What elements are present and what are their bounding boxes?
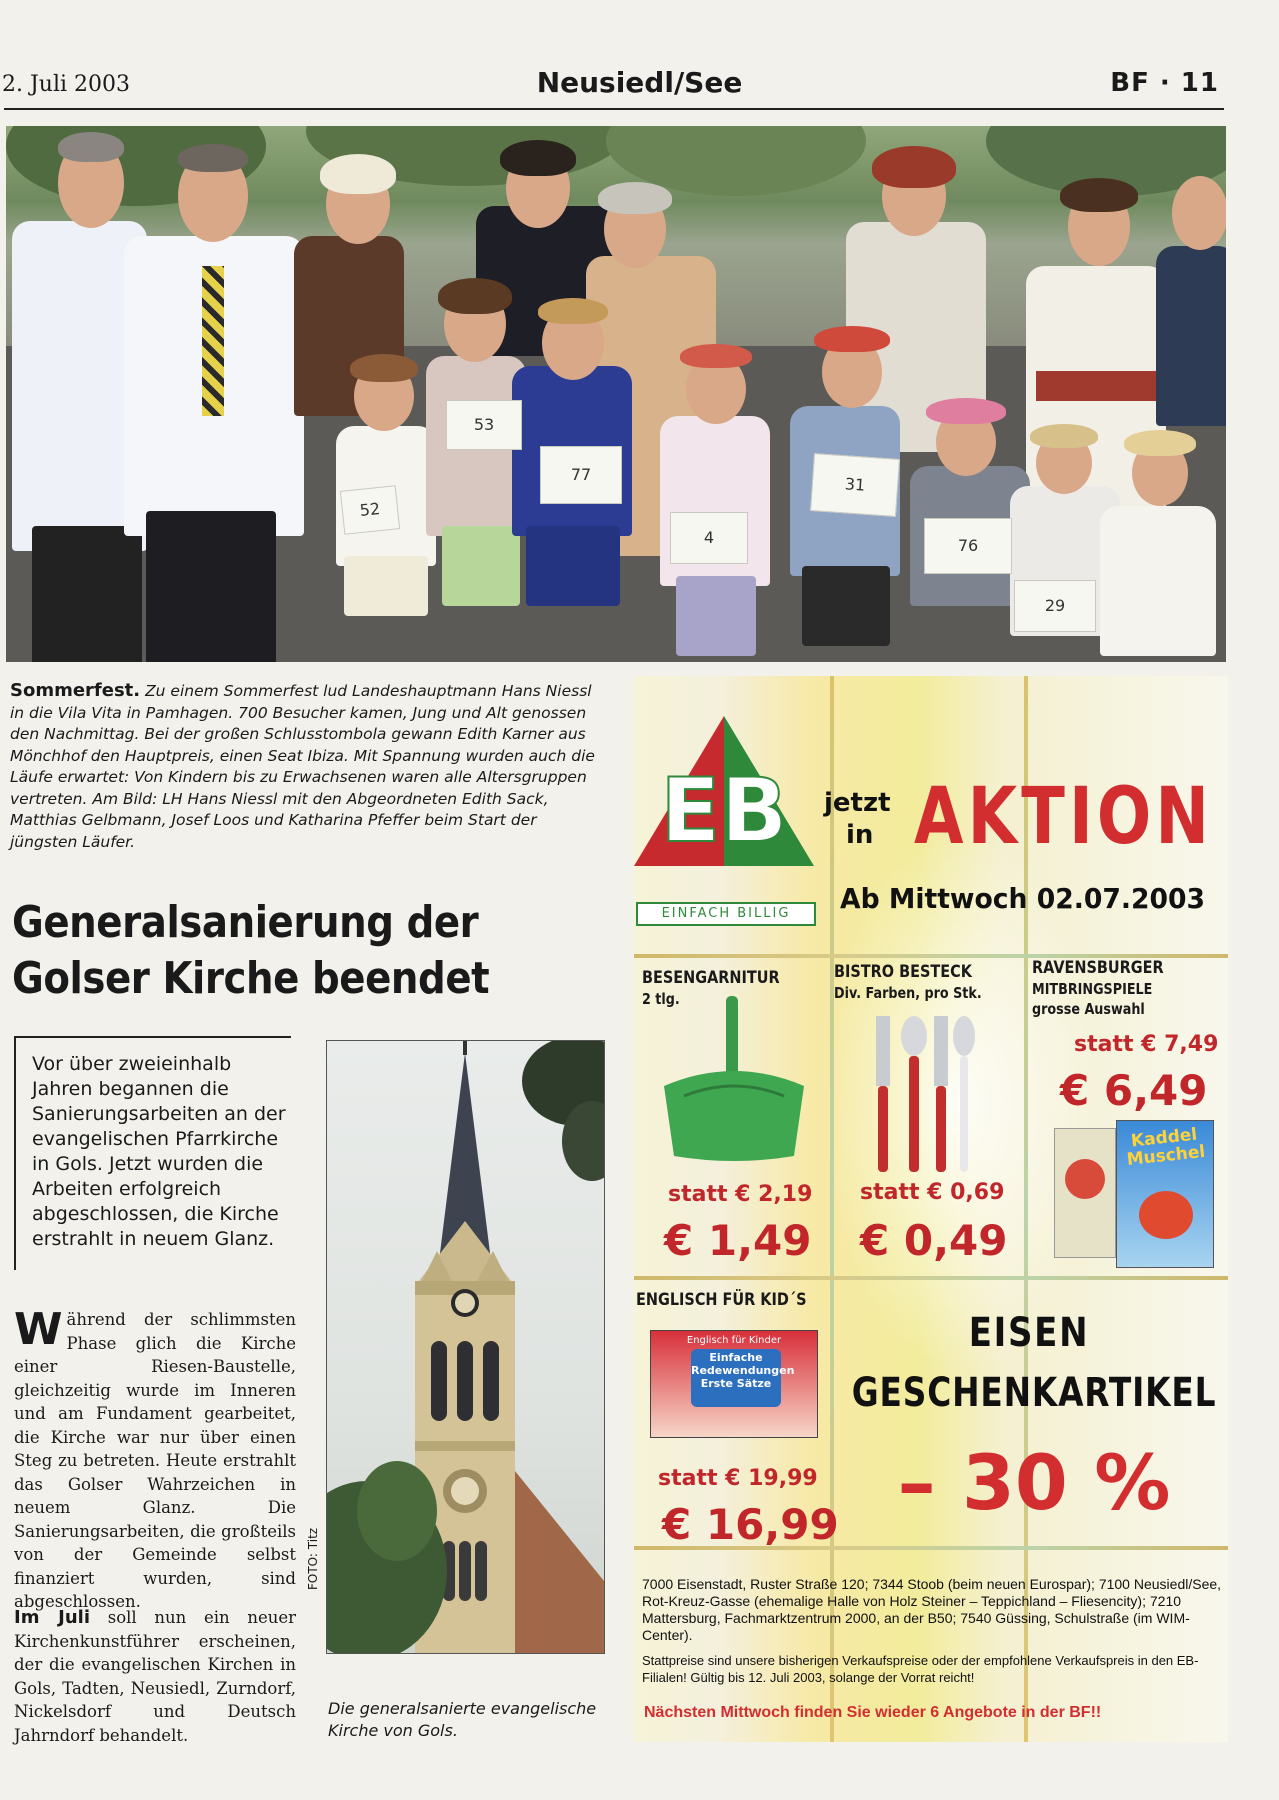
aktion-label: AKTION xyxy=(914,772,1213,862)
product-title: BESENGARNITUR xyxy=(642,968,780,988)
new-price: € 6,49 xyxy=(1060,1066,1208,1115)
intro-rule-top xyxy=(14,1036,291,1038)
old-price: statt € 0,69 xyxy=(860,1180,1005,1205)
race-number-tag: 53 xyxy=(446,400,522,450)
logo-letters: EB xyxy=(660,759,788,862)
headline-line-1: Generalsanierung der xyxy=(12,897,479,948)
old-price: statt € 7,49 xyxy=(1074,1032,1219,1057)
body-text-2: soll nun ein neuer Kirchenkunstführer erscheinen, der die evangelischen Kirchen in Gols, Tadten, Neusiedl, Zurndorf, Nickelsdorf und Deutsch Jahrndorf behandelt. xyxy=(14,1608,296,1745)
church-caption: Die generalsanierte evangelische Kirche von Gols. xyxy=(328,1699,597,1740)
race-number-tag: 4 xyxy=(670,512,748,564)
race-number-tag: 29 xyxy=(1014,580,1096,632)
jetzt-label: jetzt xyxy=(824,788,891,818)
body-text-1: ährend der schlimmsten Phase glich die Kirche einer Riesen-Baustelle, gleichzeitig wurde im Inneren und am Fundament gearbeitet, die Kirche war nur über einen Steg zu betreten. Heute erstrahlt das Golser Wahrzeichen in neuem Glanz. Die Sanierungsarbeiten, die großteils von der Gemeinde selbst finanziert wurden, sind abgeschlossen. xyxy=(14,1310,296,1611)
new-price: € 1,49 xyxy=(664,1216,812,1265)
box-title: Kaddel Muschel xyxy=(1125,1124,1207,1171)
race-number-tag: 52 xyxy=(340,485,400,535)
race-number-tag: 31 xyxy=(810,453,900,517)
product-sub: 2 tlg. xyxy=(642,990,680,1008)
drop-cap: W xyxy=(14,1304,63,1355)
article-headline xyxy=(12,895,540,1007)
church-illustration xyxy=(327,1041,604,1653)
section-title: Neusiedl/See xyxy=(536,66,743,99)
product-title: RAVENSBURGER xyxy=(1032,958,1164,978)
race-number-tag: 77 xyxy=(540,446,622,504)
group-photo xyxy=(6,126,1226,662)
church-photo xyxy=(326,1040,605,1654)
page-number: BF · 11 xyxy=(1110,68,1219,98)
product-sub: MITBRINGSPIELE xyxy=(1032,980,1153,998)
old-price: statt € 2,19 xyxy=(668,1182,813,1207)
body-lead: Im Juli xyxy=(14,1607,91,1628)
product-title: BISTRO BESTECK xyxy=(834,962,972,982)
book-top: Englisch für Kinder xyxy=(686,1335,782,1346)
ad-footer: Nächsten Mittwoch finden Sie wieder 6 Angebote in der BF!! xyxy=(644,1704,1102,1721)
logo-tagline: EINFACH BILLIG xyxy=(636,902,816,926)
caption-text: Zu einem Sommerfest lud Landeshauptmann Hans Niessl in die Vila Vita in Pamhagen. 700 Besucher kamen, Jung und Alt genossen den Nachmittag. Bei der großen Schlusstombola gewann Edith Karner aus Mönchhof den Hauptpreis, einen Seat Ibiza. Mit Spannung wurden auch die Läufe erwartet: Von Kindern bis zu Erwachsenen waren alle Altersgruppen vertreten. Am Bild: LH Hans Niessl mit den Abgeordneten Edith Sack, Matthias Gelbmann, Josef Loos und Katharina Pfeffer beim Start der jüngsten Läufer. xyxy=(10,682,595,851)
product-sub-2: grosse Auswahl xyxy=(1032,1000,1145,1018)
promo-line-1: EISEN xyxy=(968,1310,1090,1356)
promo-line-2: GESCHENKARTIKEL xyxy=(851,1370,1217,1416)
race-number-tag: 76 xyxy=(924,518,1012,574)
new-price: € 0,49 xyxy=(860,1216,1008,1265)
headline-line-2: Golser Kirche beendet xyxy=(12,953,490,1004)
cutlery-icon xyxy=(866,1016,976,1176)
kaddel-muschel-box xyxy=(1116,1120,1214,1268)
book-title: Einfache Redewendungen Erste Sätze xyxy=(691,1351,795,1390)
article-intro: Vor über zweieinhalb Jahren begannen die Sanierungsarbeiten an der evangelischen Pfarrkirche in Gols. Jetzt wurden die Arbeiten erfolgreich abgeschlossen, die Kirche erstrahlt in neuem Glanz. xyxy=(32,1053,286,1250)
ad-date-line: Ab Mittwoch 02.07.2003 xyxy=(840,882,1206,915)
issue-date: 2. Juli 2003 xyxy=(2,72,131,97)
store-addresses: 7000 Eisenstadt, Ruster Straße 120; 7344 Stoob (beim neuen Eurospar); 7100 Neusiedl/See, Rot-Kreuz-Gasse (ehemalige Halle von Holz Steiner – Teppichland – Fliesencity); 7210 Mattersburg, Fachmarktzentrum 2000, an der B50; 7540 Güssing, Schulstraße (im WIM-Center). xyxy=(642,1576,1222,1643)
header-rule xyxy=(4,108,1224,110)
eb-advertisement xyxy=(634,676,1228,1742)
in-label: in xyxy=(846,820,874,850)
product-sub: Div. Farben, pro Stk. xyxy=(834,984,982,1002)
photo-credit: FOTO: Titz xyxy=(306,1527,320,1590)
new-price: € 16,99 xyxy=(662,1500,839,1549)
photo-caption xyxy=(10,680,600,853)
price-note: Stattpreise sind unsere bisherigen Verkaufspreise oder der empfohlene Verkaufspreis in den EB-Filialen! Gültig bis 12. Juli 2003, solange der Vorrat reicht! xyxy=(642,1653,1199,1685)
promo-discount: – 30 % xyxy=(897,1438,1171,1527)
game-box-back xyxy=(1054,1128,1116,1258)
old-price: statt € 19,99 xyxy=(658,1466,818,1491)
article-body-1 xyxy=(14,1304,296,1614)
eb-logo xyxy=(634,716,814,896)
article-body-2 xyxy=(14,1606,296,1747)
dustpan-icon xyxy=(654,996,814,1166)
product-title: ENGLISCH FÜR KID´S xyxy=(636,1290,807,1310)
caption-lead: Sommerfest. xyxy=(10,680,141,701)
english-book xyxy=(650,1330,818,1438)
intro-rule-left xyxy=(14,1038,16,1270)
